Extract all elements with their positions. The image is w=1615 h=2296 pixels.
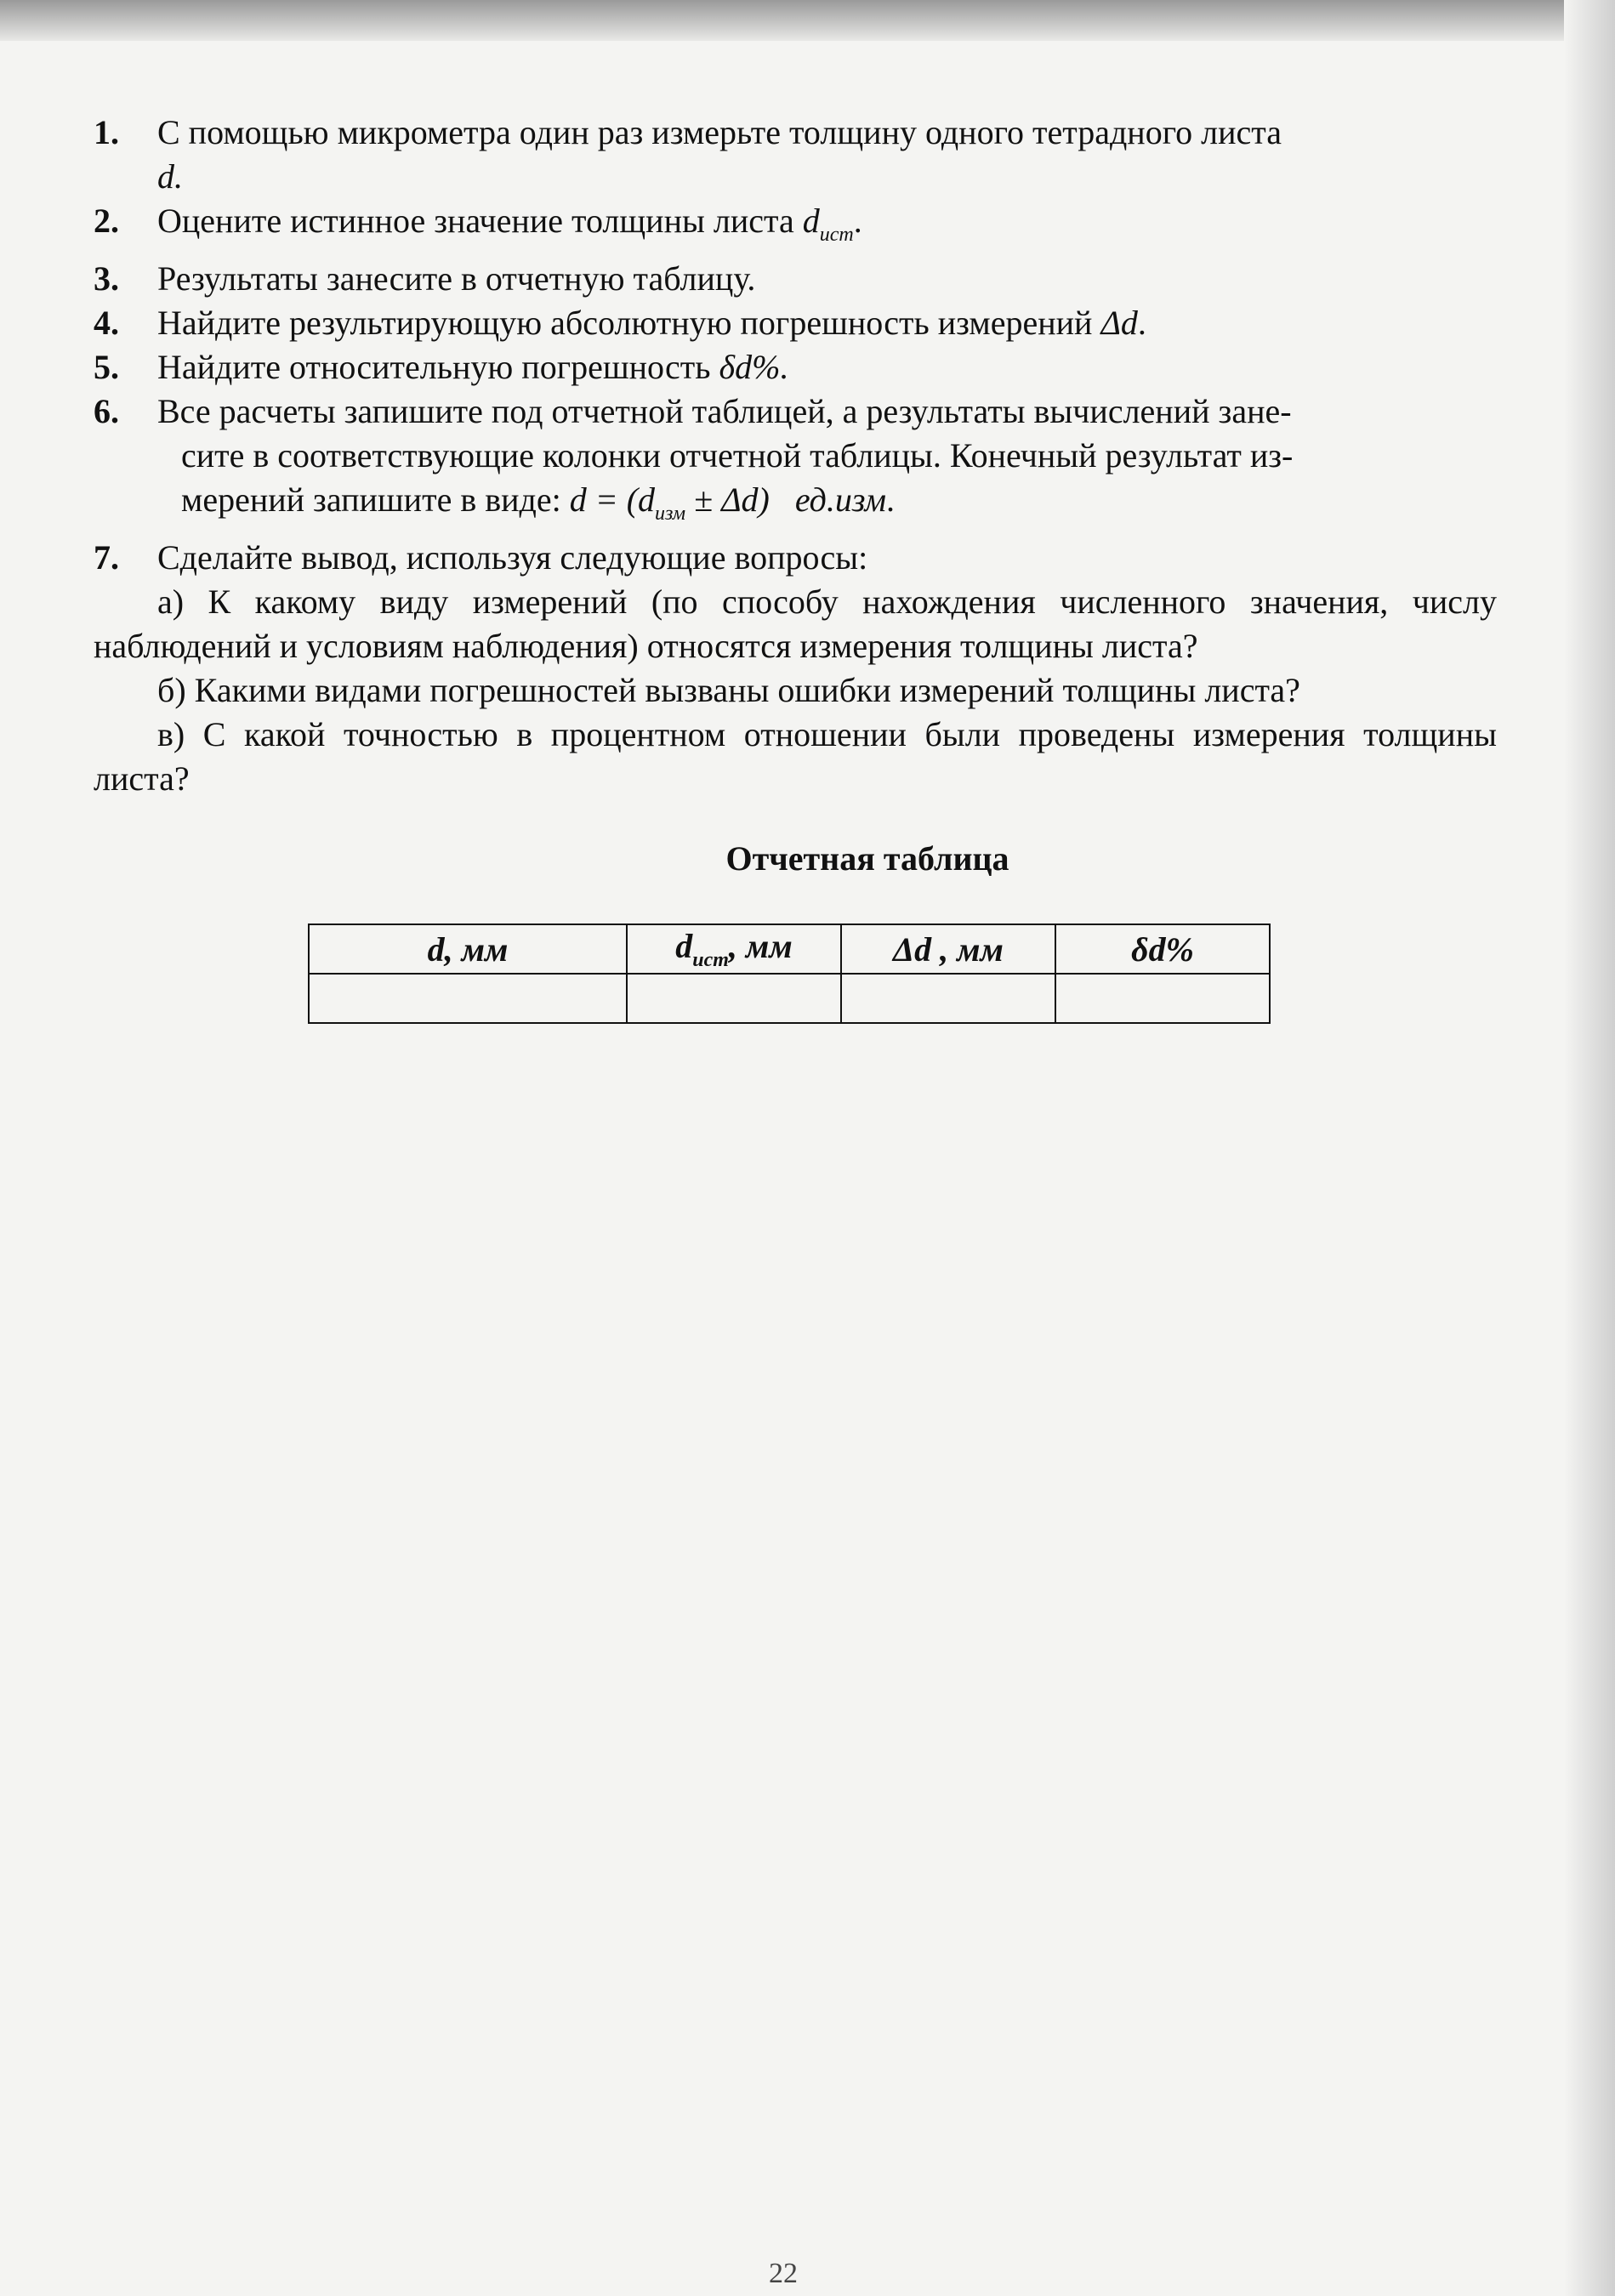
steps-list	[94, 111, 1497, 580]
scan-right-edge	[1564, 0, 1615, 2296]
page-number: 22	[769, 2258, 798, 2289]
result-formula: d = (d	[569, 480, 656, 519]
step-2: 2. Оцените истинное значение толщины листа $d_{ист}$.	[94, 202, 862, 246]
header-d: d, мм	[309, 924, 627, 974]
table-cell	[309, 974, 627, 1023]
header-d-ist: $d_{ист}$, мм	[627, 924, 841, 974]
report-table-row	[309, 974, 1270, 1023]
step-3: 3. Результаты занесите в отчетную таблицу.	[94, 257, 1497, 301]
question-b: б) Какими видами погрешностей вызваны ошибки измерений толщины листа?	[157, 671, 1300, 709]
step-1-text: С помощью микрометра один раз измерьте толщину одного тетрадного листа	[157, 113, 1282, 151]
scan-top-edge	[0, 0, 1615, 41]
step-5: 5. Найдите относительную погрешность δd%.	[94, 348, 789, 386]
step-6: 6. Все расчеты запишите под отчетной таблицей, а результаты вычислений зане- сите в соответствующие колонки отчетной таблицы. Конечный результат из- мерений запишите в виде: $d = (d_{изм} \pm \Delta d)$ ед.изм.	[94, 389, 1497, 536]
report-table-header-row	[309, 924, 1270, 974]
header-delta-d: Δd , мм	[841, 924, 1055, 974]
step-4: 4. Найдите результирующую абсолютную погрешность измерений Δd.	[94, 304, 1146, 342]
table-cell	[841, 974, 1055, 1023]
step-6-line-1: Все расчеты запишите под отчетной таблицей, а результаты вычислений зане-	[157, 392, 1292, 430]
step-6-line-3: мерений запишите в виде: $d = (d_{изм} \pm \Delta d)$ ед.изм.	[181, 480, 896, 525]
step-5-text: Найдите относительную погрешность	[157, 348, 711, 386]
table-cell	[627, 974, 841, 1023]
report-table-title: Отчетная таблица	[725, 839, 1009, 878]
step-1-math: d.	[157, 157, 183, 196]
report-table	[308, 924, 1271, 1024]
instructions	[94, 111, 1497, 881]
question-a: а) К какому виду измерений (по способу нахождения численного значения, числу наблюдений и условиям наблюдения) относятся измерения толщины листа?	[94, 583, 1497, 665]
step-2-text: Оцените истинное значение толщины листа	[157, 202, 794, 240]
step-7-text: Сделайте вывод, используя следующие вопросы:	[157, 538, 868, 577]
step-7: 7. Сделайте вывод, используя следующие вопросы:	[94, 536, 1497, 580]
step-3-text: Результаты занесите в отчетную таблицу.	[157, 259, 756, 298]
step-6-line-2: сите в соответствующие колонки отчетной таблицы. Конечный результат из-	[181, 436, 1294, 475]
step-1: 1. С помощью микрометра один раз измерьте толщину одного тетрадного листа d.	[94, 113, 1282, 196]
step-4-text: Найдите результирующую абсолютную погрешность измерений	[157, 304, 1093, 342]
header-relative-error: δd%	[1055, 924, 1270, 974]
table-cell	[1055, 974, 1270, 1023]
question-c: в) С какой точностью в процентном отношении были проведены измерения толщины листа?	[94, 715, 1497, 798]
